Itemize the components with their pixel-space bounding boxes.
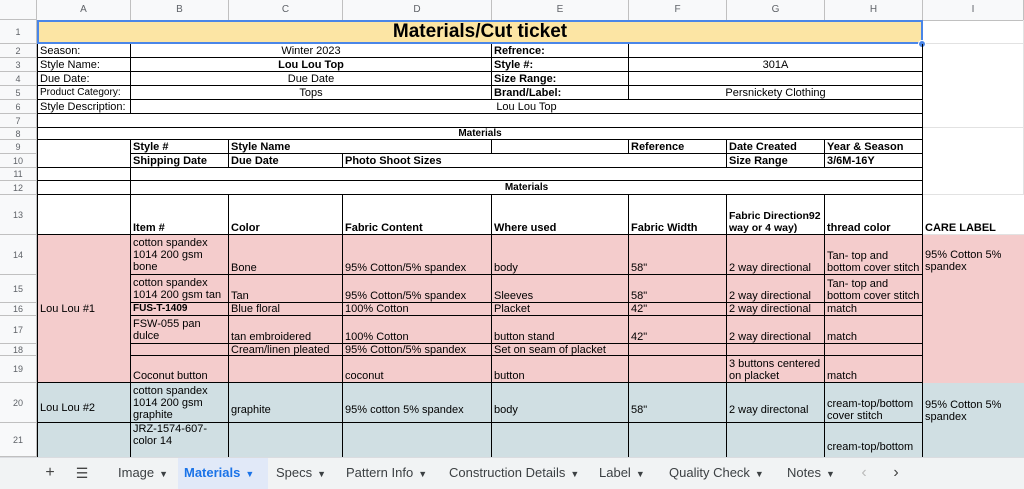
fabric-width-cell[interactable]: 58" <box>629 235 727 275</box>
where-used-cell[interactable]: body <box>492 383 629 423</box>
fabric-content-cell[interactable]: 95% Cotton/5% spandex <box>343 235 492 275</box>
item-cell[interactable]: cotton spandex 1014 200 gsm graphite <box>131 383 229 423</box>
color-cell[interactable]: tan embroidered <box>229 316 343 344</box>
meta-due-date[interactable]: Due Date <box>229 154 343 168</box>
row-header[interactable]: 10 <box>0 154 37 168</box>
column-header-a[interactable]: A <box>37 0 131 20</box>
tab-pattern-info[interactable] <box>340 458 433 489</box>
row-header[interactable]: 1 <box>0 20 37 44</box>
header-item[interactable]: Item # <box>131 195 229 235</box>
thread-color-cell[interactable]: Tan- top and bottom cover stitch <box>825 235 923 275</box>
tab-specs[interactable] <box>270 458 332 489</box>
size-range-label[interactable]: Size Range: <box>492 72 629 86</box>
tab-label: Notes <box>787 465 821 480</box>
style-name-label[interactable]: Style Name: <box>37 58 131 72</box>
empty-cell[interactable] <box>492 140 629 154</box>
tab-label: Specs <box>276 465 313 480</box>
thread-color-cell[interactable]: match <box>825 303 923 316</box>
where-used-cell[interactable]: button stand <box>492 316 629 344</box>
style-name-value[interactable]: Lou Lou Top <box>131 58 492 72</box>
fabric-content-cell[interactable]: 100% Cotton <box>343 316 492 344</box>
care-label-cell[interactable] <box>923 423 1024 457</box>
meta-reference[interactable]: Reference <box>629 140 727 154</box>
item-cell[interactable]: FUS-T-1409 <box>131 303 229 316</box>
tab-notes[interactable] <box>781 458 841 489</box>
fabric-content-cell[interactable]: 95% Cotton/5% spandex <box>343 275 492 303</box>
select-all-corner[interactable] <box>0 0 37 20</box>
chevron-down-icon: ▼ <box>159 469 169 479</box>
row-header[interactable]: 21 <box>0 423 37 457</box>
column-header-h[interactable]: H <box>825 0 923 20</box>
chevron-down-icon: ▼ <box>825 469 835 479</box>
empty-cell[interactable] <box>37 168 131 181</box>
row-header[interactable]: 15 <box>0 275 37 303</box>
fabric-width-cell[interactable]: 42" <box>629 316 727 344</box>
care-label-cell[interactable] <box>923 356 1024 383</box>
row-header[interactable]: 11 <box>0 168 37 181</box>
fabric-width-cell[interactable] <box>629 344 727 356</box>
thread-color-cell[interactable]: cream-top/bottom cover stitch <box>825 383 923 423</box>
size-range-value[interactable] <box>629 72 923 86</box>
tab-label: Label <box>599 465 631 480</box>
thread-color-cell[interactable]: Tan- top and bottom cover stitch <box>825 275 923 303</box>
chevron-down-icon: ▼ <box>418 469 428 479</box>
fabric-direction-cell[interactable]: 2 way directonal <box>727 383 825 423</box>
fabric-direction-cell[interactable]: 2 way directional <box>727 316 825 344</box>
meta-year-season[interactable]: Year & Season <box>825 140 923 154</box>
column-header-d[interactable]: D <box>343 0 492 20</box>
product-category-label[interactable]: Product Category: <box>37 86 131 100</box>
row-header[interactable]: 4 <box>0 72 37 86</box>
tab-label: Materials <box>184 465 241 480</box>
column-header-i[interactable]: I <box>923 0 1024 20</box>
color-cell[interactable]: Blue floral <box>229 303 343 316</box>
tab-label: Pattern Info <box>346 465 414 480</box>
row-header[interactable]: 3 <box>0 58 37 72</box>
style-description-value[interactable]: Lou Lou Top <box>131 100 923 114</box>
product-category-value[interactable]: Tops <box>131 86 492 100</box>
fabric-content-cell[interactable]: 95% Cotton/5% spandex <box>343 344 492 356</box>
item-cell[interactable]: cotton spandex 1014 200 gsm bone <box>131 235 229 275</box>
tab-construction-details[interactable] <box>443 458 585 489</box>
care-label-cell[interactable] <box>923 303 1024 316</box>
empty-cell[interactable] <box>37 195 131 235</box>
materials-header[interactable]: Materials <box>37 128 923 140</box>
where-used-cell[interactable]: Sleeves <box>492 275 629 303</box>
fabric-width-cell[interactable]: 42" <box>629 303 727 316</box>
row-header[interactable]: 14 <box>0 235 37 275</box>
header-where-used[interactable]: Where used <box>492 195 629 235</box>
item-cell[interactable]: FSW-055 pan dulce <box>131 316 229 344</box>
color-cell[interactable] <box>229 423 343 457</box>
header-care-label[interactable]: CARE LABEL <box>923 195 1024 235</box>
chevron-down-icon: ▼ <box>635 469 645 479</box>
empty-cell[interactable] <box>923 44 1024 128</box>
care-label-cell[interactable] <box>923 275 1024 303</box>
item-cell[interactable]: JRZ-1574-607-color 14 <box>131 423 229 457</box>
where-used-cell[interactable]: button <box>492 356 629 383</box>
column-header-c[interactable]: C <box>229 0 343 20</box>
fabric-content-cell[interactable]: 100% Cotton <box>343 303 492 316</box>
fabric-direction-cell[interactable]: 2 way directional <box>727 235 825 275</box>
chevron-down-icon: ▼ <box>245 469 255 479</box>
chevron-left-icon[interactable]: ‹ <box>861 464 867 481</box>
where-used-cell[interactable]: Placket <box>492 303 629 316</box>
brand-label[interactable]: Brand/Label: <box>492 86 629 100</box>
color-cell[interactable]: Bone <box>229 235 343 275</box>
header-thread-color[interactable]: thread color <box>825 195 923 235</box>
empty-cell[interactable] <box>37 140 131 168</box>
fabric-direction-cell[interactable]: 2 way directional <box>727 303 825 316</box>
fabric-width-cell[interactable] <box>629 356 727 383</box>
row-header[interactable]: 9 <box>0 140 37 154</box>
row-header[interactable]: 5 <box>0 86 37 100</box>
row-header[interactable]: 17 <box>0 316 37 344</box>
chevron-down-icon: ▼ <box>570 469 580 479</box>
empty-cell[interactable] <box>37 181 131 195</box>
where-used-cell[interactable]: Set on seam of placket <box>492 344 629 356</box>
materials-subheader[interactable]: Materials <box>131 181 923 195</box>
empty-row[interactable] <box>37 114 923 128</box>
header-fabric-width[interactable]: Fabric Width <box>629 195 727 235</box>
group-label-lou-lou-1[interactable]: Lou Lou #1 <box>37 235 131 383</box>
header-color[interactable]: Color <box>229 195 343 235</box>
fabric-width-cell[interactable] <box>629 423 727 457</box>
plus-icon[interactable]: + <box>45 464 55 481</box>
chevron-down-icon: ▼ <box>317 469 327 479</box>
group-label-lou-lou-2[interactable]: Lou Lou #2 <box>37 383 131 423</box>
fabric-direction-cell[interactable] <box>727 344 825 356</box>
column-header-f[interactable]: F <box>629 0 727 20</box>
style-description-label[interactable]: Style Description: <box>37 100 131 114</box>
color-cell[interactable]: graphite <box>229 383 343 423</box>
fabric-direction-cell[interactable] <box>727 423 825 457</box>
tab-label: Construction Details <box>449 465 566 480</box>
style-number-label[interactable]: Style #: <box>492 58 629 72</box>
thread-color-cell[interactable]: match <box>825 316 923 344</box>
chevron-right-icon[interactable]: › <box>893 464 899 481</box>
row-header[interactable]: 19 <box>0 356 37 383</box>
empty-cell[interactable] <box>923 128 1024 195</box>
column-header-b[interactable]: B <box>131 0 229 20</box>
row-header[interactable]: 8 <box>0 128 37 140</box>
empty-cell[interactable] <box>923 20 1024 44</box>
tab-label: Quality Check <box>669 465 750 480</box>
row-header[interactable]: 2 <box>0 44 37 58</box>
meta-photo-shoot-sizes[interactable]: Photo Shoot Sizes <box>343 154 727 168</box>
tab-label: Image <box>118 465 155 480</box>
color-cell[interactable]: Cream/linen pleated <box>229 344 343 356</box>
tab-image[interactable] <box>112 458 174 489</box>
row-header[interactable]: 12 <box>0 181 37 195</box>
thread-color-cell[interactable]: match <box>825 356 923 383</box>
meta-size-value[interactable]: 3/6M-16Y <box>825 154 923 168</box>
empty-cell[interactable] <box>37 423 131 457</box>
fabric-content-cell[interactable] <box>343 423 492 457</box>
item-cell[interactable] <box>131 344 229 356</box>
fabric-content-cell[interactable]: coconut <box>343 356 492 383</box>
tab-materials[interactable] <box>178 458 268 489</box>
due-date-value[interactable]: Due Date <box>131 72 492 86</box>
column-header-e[interactable]: E <box>492 0 629 20</box>
where-used-cell[interactable]: body <box>492 235 629 275</box>
row-header[interactable]: 13 <box>0 195 37 235</box>
meta-style-number[interactable]: Style # <box>131 140 229 154</box>
reference-label[interactable]: Refrence: <box>492 44 629 58</box>
style-number-value[interactable]: 301A <box>629 58 923 72</box>
color-cell[interactable] <box>229 356 343 383</box>
care-label-cell[interactable]: 95% Cotton 5% spandex <box>923 383 1024 423</box>
where-used-cell[interactable] <box>492 423 629 457</box>
empty-cell[interactable] <box>131 168 923 181</box>
row-header[interactable]: 18 <box>0 344 37 356</box>
fabric-direction-cell[interactable]: 2 way directional <box>727 275 825 303</box>
hamburger-icon[interactable]: ☰ <box>75 465 89 481</box>
header-fabric-direction[interactable]: Fabric Direction92 way or 4 way) <box>727 195 825 235</box>
fabric-width-cell[interactable]: 58" <box>629 275 727 303</box>
brand-value[interactable]: Persnickety Clothing <box>629 86 923 100</box>
fabric-direction-cell[interactable]: 3 buttons centered on placket <box>727 356 825 383</box>
color-cell[interactable]: Tan <box>229 275 343 303</box>
reference-value[interactable] <box>629 44 923 58</box>
sheet-title[interactable]: Materials/Cut ticket <box>37 20 923 44</box>
sheet-tab-bar <box>0 457 1024 489</box>
care-label-cell[interactable] <box>923 316 1024 344</box>
row-header[interactable]: 7 <box>0 114 37 128</box>
chevron-down-icon: ▼ <box>754 469 764 479</box>
care-label-cell[interactable]: 95% Cotton 5% spandex <box>923 235 1024 275</box>
meta-size-range[interactable]: Size Range <box>727 154 825 168</box>
thread-color-cell[interactable]: cream-top/bottom <box>825 423 923 457</box>
row-header[interactable]: 16 <box>0 303 37 316</box>
row-header[interactable]: 20 <box>0 383 37 423</box>
tab-quality-check[interactable] <box>663 458 770 489</box>
column-header-g[interactable]: G <box>727 0 825 20</box>
season-value[interactable]: Winter 2023 <box>131 44 492 58</box>
season-label[interactable]: Season: <box>37 44 131 58</box>
due-date-label[interactable]: Due Date: <box>37 72 131 86</box>
meta-style-name[interactable]: Style Name <box>229 140 492 154</box>
row-header[interactable]: 6 <box>0 100 37 114</box>
tab-label[interactable] <box>593 458 651 489</box>
care-label-cell[interactable] <box>923 344 1024 356</box>
column-header-bar <box>0 0 1024 21</box>
item-cell[interactable]: cotton spandex 1014 200 gsm tan <box>131 275 229 303</box>
meta-shipping-date[interactable]: Shipping Date <box>131 154 229 168</box>
thread-color-cell[interactable] <box>825 344 923 356</box>
fabric-width-cell[interactable]: 58" <box>629 383 727 423</box>
meta-date-created[interactable]: Date Created <box>727 140 825 154</box>
fabric-content-cell[interactable]: 95% cotton 5% spandex <box>343 383 492 423</box>
header-fabric-content[interactable]: Fabric Content <box>343 195 492 235</box>
item-cell[interactable]: Coconut button <box>131 356 229 383</box>
